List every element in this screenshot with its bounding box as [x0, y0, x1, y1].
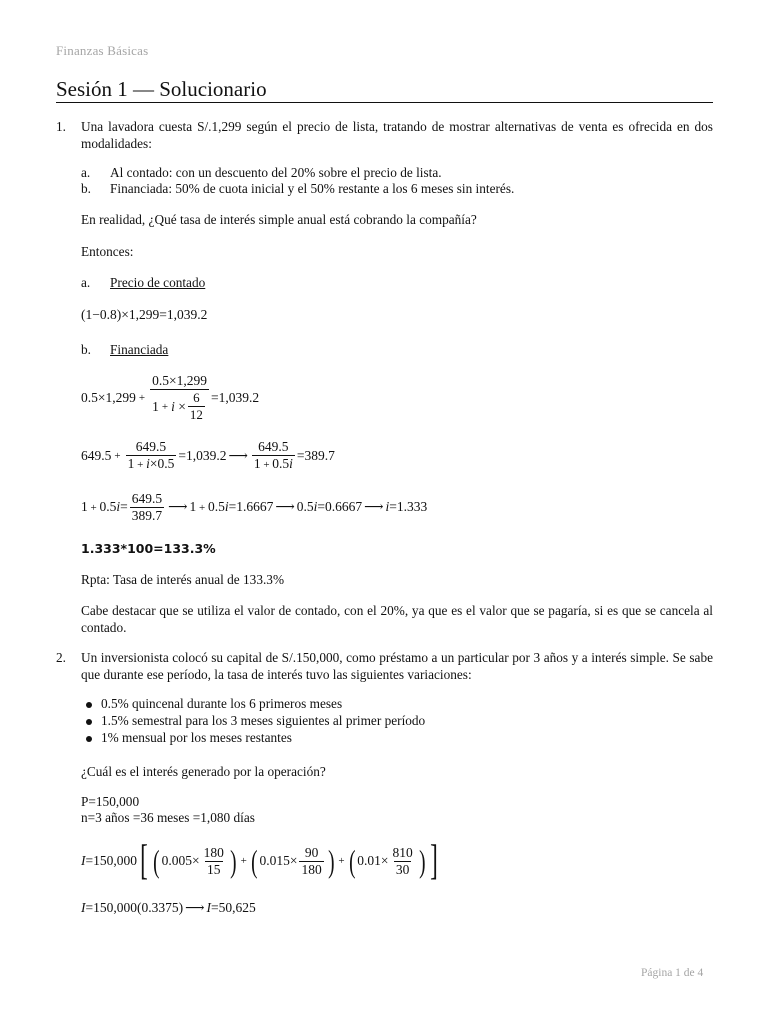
q1-part-a-label-text: Precio de contado	[110, 275, 206, 290]
bullet-text: 0.5% quincenal durante los 6 primeros meses	[101, 696, 343, 712]
formula-interest: I =150,000 [ ( 0.005× $\frac{180}{15}$ ) + ( 0.015× $\frac{90}{180}$ ) + ( 0.01× $\frac{810}{30}$ ) ]	[81, 838, 439, 884]
q1-option-b-letter: b.	[81, 181, 91, 196]
header-course: Finanzas Básicas	[56, 43, 149, 58]
formula-interest-result: I =150,000(0.3375) ⟶ I =50,625	[81, 900, 256, 915]
formula-financed: 0.5×1,299 + 0.5×1,299 1 + i × $\frac{6}{12}$ =1,039.2	[81, 373, 260, 422]
bullet-icon	[86, 702, 92, 708]
bullet-text: 1% mensual por los meses restantes	[101, 730, 292, 746]
list-item	[86, 696, 425, 713]
bullet-text: 1.5% semestral para los 3 meses siguientes al primer período	[101, 713, 426, 729]
q1-option-a-text: Al contado: con un descuento del 20% sobre el precio de lista.	[110, 165, 442, 180]
q1-statement: Una lavadora cuesta S/.1,299 según el precio de lista, tratando de mostrar alternativas de venta es ofrecida en dos modalidades:	[81, 119, 713, 151]
q1-option-a-letter: a.	[81, 165, 91, 180]
q2-statement: Un inversionista colocó su capital de S/.150,000, como préstamo a un particular por 3 años y a interés simple. Se sabe que durante ese período, la tasa de interés tuvo las siguientes variaciones:	[81, 650, 713, 682]
q1-part-a-letter: a.	[81, 275, 91, 290]
bullet-icon	[86, 736, 92, 742]
q1-question: En realidad, ¿Qué tasa de interés simple anual está cobrando la compañía?	[81, 212, 477, 227]
formula-step-2: 1 + 0.5i= $\frac{649.5}{389.7}$ ⟶ 1 + 0.5i=1.6667 ⟶ 0.5i=0.6667 ⟶ i=1.333	[81, 490, 428, 523]
q2-bullet-list	[86, 696, 425, 747]
q2-question: ¿Cuál es el interés generado por la operación?	[81, 764, 326, 779]
list-item	[86, 713, 425, 730]
formula-cash-price: (1−0.8)×1,299=1,039.2	[81, 307, 208, 322]
formula-step-1: 649.5 + $\frac{649.5}{1 + i\times 0.5}$ =1,039.2 ⟶ $\frac{649.5}{1 + 0.5i}$ =389.7	[81, 439, 335, 471]
q1-part-b-label	[110, 342, 168, 359]
q2-principal: P=150,000	[81, 794, 140, 809]
q1-then: Entonces:	[81, 244, 134, 259]
q2-number: 2.	[56, 650, 66, 665]
q1-part-a-label	[110, 275, 205, 292]
bullet-icon	[86, 719, 92, 725]
q1-part-b-letter: b.	[81, 342, 91, 357]
q1-option-b-text: Financiada: 50% de cuota inicial y el 50% restante a los 6 meses sin interés.	[110, 181, 515, 196]
q1-part-b-label-text: Financiada	[110, 342, 169, 357]
q2-periods: n=3 años =36 meses =1,080 días	[81, 810, 255, 825]
page-number: Página 1 de 4	[641, 967, 704, 979]
list-item	[86, 730, 425, 747]
page-title: Sesión 1 — Solucionario	[56, 77, 267, 101]
q1-result: 1.333*100=133.3%	[81, 541, 216, 556]
q1-number: 1.	[56, 119, 66, 134]
title-divider	[56, 102, 713, 103]
q1-answer: Rpta: Tasa de interés anual de 133.3%	[81, 572, 285, 587]
q1-note: Cabe destacar que se utiliza el valor de contado, con el 20%, ya que es el valor que se pagaría, si es que se cancela al contado.	[81, 603, 713, 635]
